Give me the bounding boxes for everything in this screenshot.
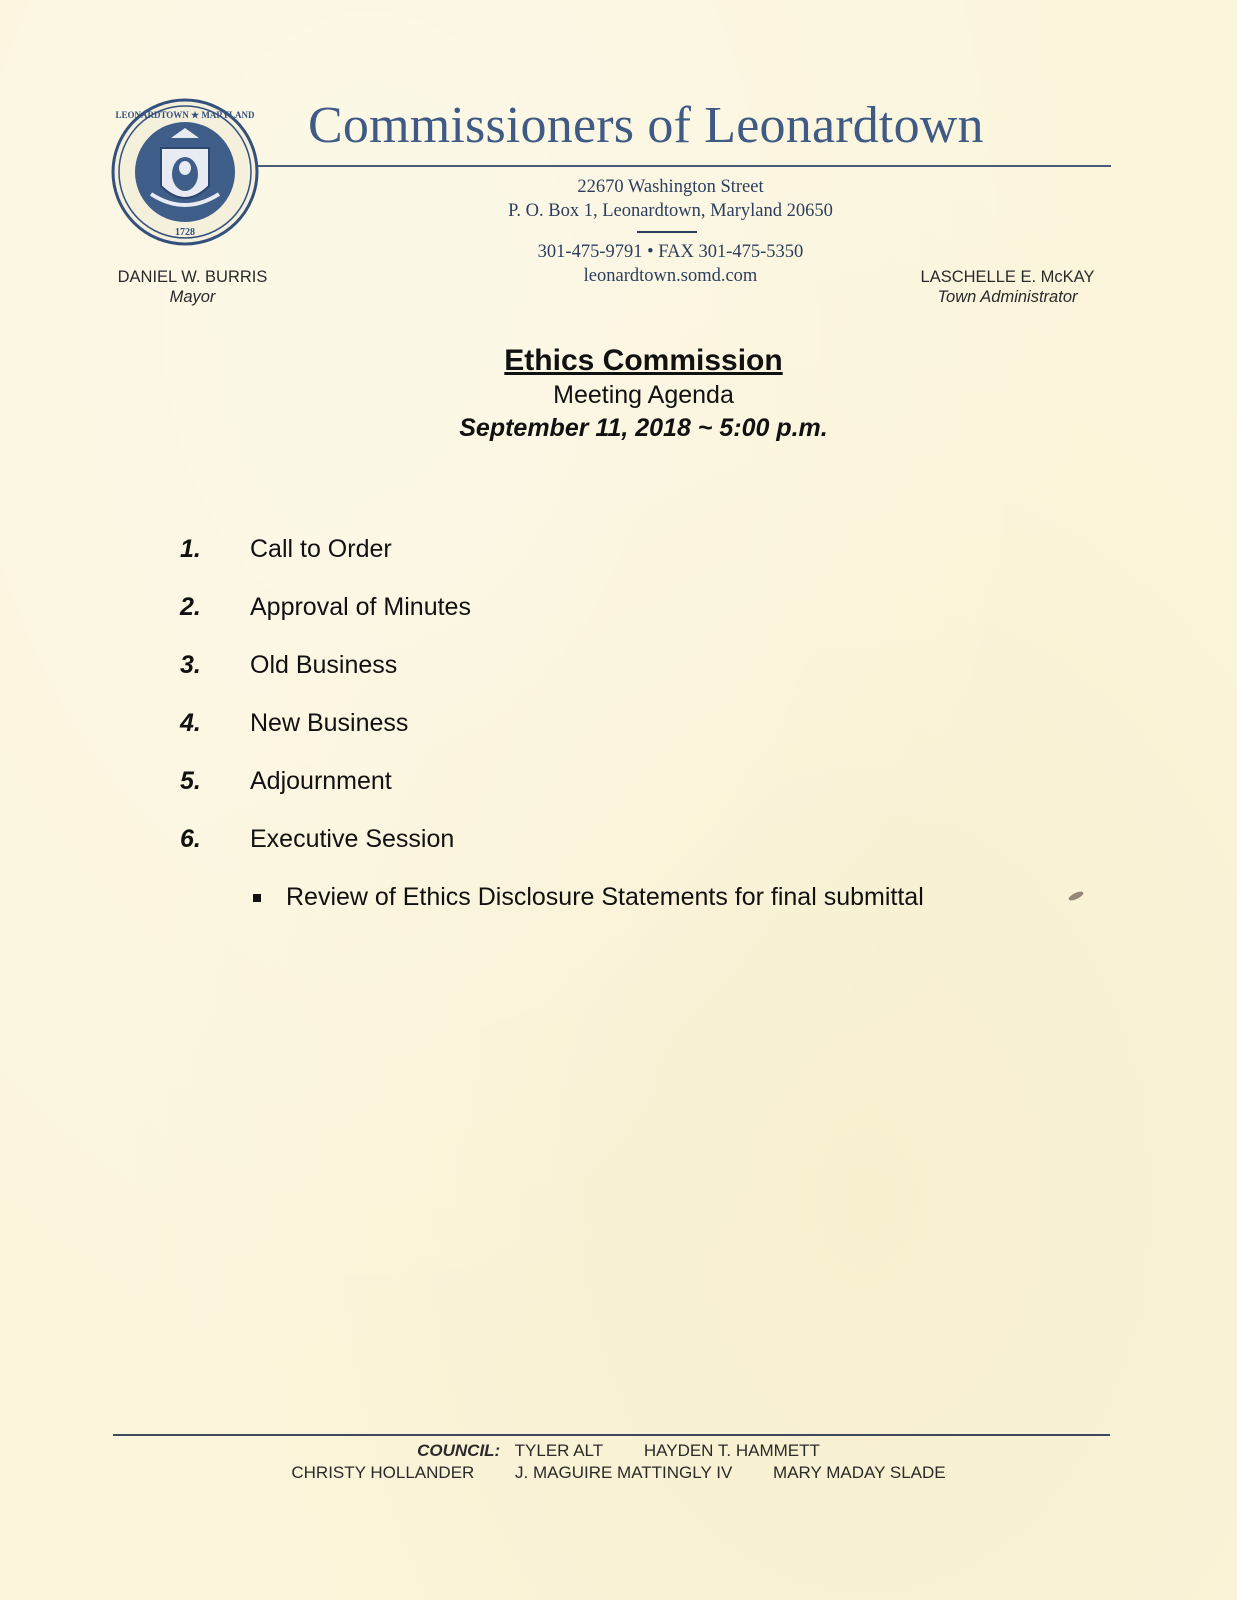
agenda-sub-item-label: Review of Ethics Disclosure Statements for final submittal: [286, 883, 924, 911]
agenda-item-label: Approval of Minutes: [250, 593, 471, 621]
agenda-heading: [0, 343, 1237, 445]
agenda-item: [180, 647, 1080, 705]
mayor-name: DANIEL W. BURRIS: [117, 268, 268, 286]
council-label: COUNCIL:: [417, 1441, 501, 1460]
agenda-item: [180, 821, 1080, 879]
agenda-item-number: 5.: [180, 767, 201, 795]
website-link[interactable]: leonardtown.somd.com: [583, 266, 758, 286]
agenda-item-number: 6.: [180, 825, 201, 853]
agenda-item-label: Adjournment: [250, 767, 392, 795]
meeting-date-time: September 11, 2018 ~ 5:00 p.m.: [459, 414, 828, 442]
address-street: 22670 Washington Street: [577, 177, 764, 197]
phone-fax: 301-475-9791 • FAX 301-475-5350: [537, 242, 804, 262]
council-member: TYLER ALT: [514, 1441, 604, 1460]
agenda-item-number: 1.: [180, 535, 201, 563]
footer-council-row2: [0, 1463, 1237, 1483]
council-member: MARY MADAY SLADE: [773, 1463, 946, 1482]
mayor-block: [100, 267, 285, 307]
address-po-box: P. O. Box 1, Leonardtown, Maryland 20650: [508, 201, 833, 221]
agenda-item-number: 2.: [180, 593, 201, 621]
agenda-item-number: 4.: [180, 709, 201, 737]
page-subtitle: Meeting Agenda: [553, 381, 734, 409]
administrator-block: [895, 267, 1120, 307]
footer-council-row1: [0, 1441, 1237, 1461]
town-seal-icon: [111, 98, 259, 246]
agenda-item-label: New Business: [250, 709, 409, 737]
agenda-item-label: Old Business: [250, 651, 398, 679]
agenda-item-label: Executive Session: [250, 825, 455, 853]
agenda-item-number: 3.: [180, 651, 201, 679]
agenda-item: [180, 531, 1080, 589]
agenda-item: [180, 705, 1080, 763]
address-block: [52, 175, 1237, 223]
mayor-role: Mayor: [169, 288, 216, 306]
administrator-name: LASCHELLE E. McKAY: [920, 268, 1095, 286]
page-title: Ethics Commission: [504, 344, 783, 377]
council-member: HAYDEN T. HAMMETT: [643, 1441, 820, 1460]
agenda-item: [180, 763, 1080, 821]
council-member: J. MAGUIRE MATTINGLY IV: [515, 1463, 733, 1482]
agenda-sub-item: [180, 879, 1080, 919]
agenda-list: [180, 531, 1080, 919]
agenda-item-label: Call to Order: [250, 535, 392, 563]
council-member: CHRISTY HOLLANDER: [291, 1463, 475, 1482]
administrator-role: Town Administrator: [937, 288, 1078, 306]
agenda-item: [180, 589, 1080, 647]
title-rule: [258, 165, 1111, 167]
svg-text:LEONARDTOWN ★ MARYLAND: LEONARDTOWN ★ MARYLAND: [115, 110, 255, 120]
svg-text:1728: 1728: [175, 227, 195, 238]
address-divider: [637, 231, 697, 233]
square-bullet-icon: [253, 894, 261, 902]
footer-rule: [113, 1434, 1110, 1436]
organization-title: Commissioners of Leonardtown: [308, 97, 984, 154]
